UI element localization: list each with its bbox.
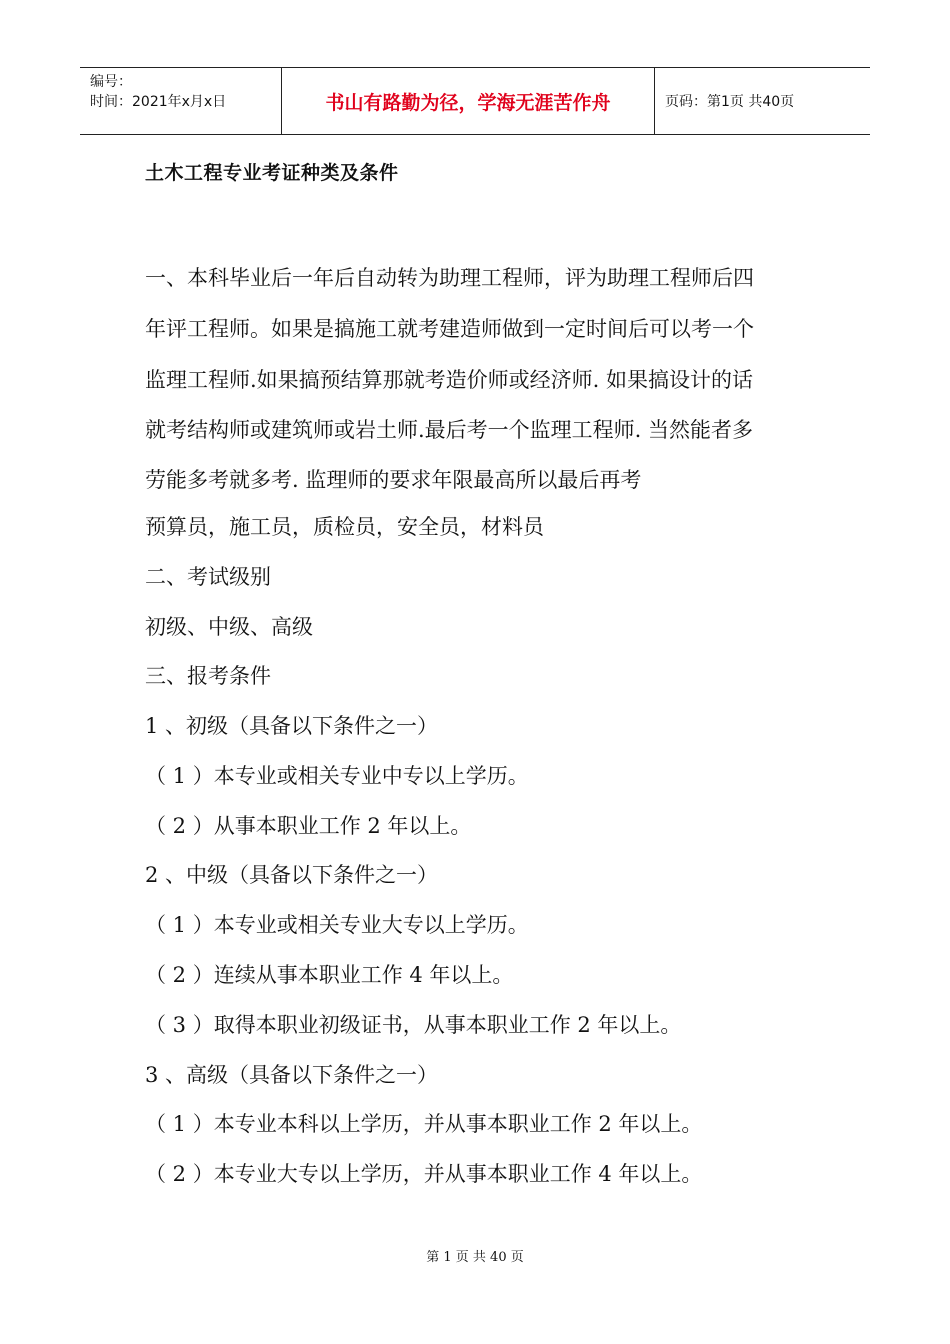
list-item: （ 2 ）从事本职业工作 2 年以上。 (145, 814, 472, 838)
page-footer: 第 1 页 共 40 页 (426, 1250, 524, 1265)
section-heading: 二、考试级别 (145, 565, 271, 589)
paragraph-line: 劳能多考就多考. 监理师的要求年限最高所以最后再考 (145, 468, 642, 492)
header-motto-cell (282, 68, 655, 134)
text-line: 初级、中级、高级 (145, 615, 313, 639)
list-item: （ 1 ）本专业或相关专业大专以上学历。 (145, 913, 529, 937)
header-meta-cell (80, 68, 282, 134)
list-item: 3 、高级（具备以下条件之一） (145, 1063, 439, 1087)
header-page-info: 页码：第1页 共40页 (665, 94, 795, 110)
list-item: （ 1 ）本专业本科以上学历，并从事本职业工作 2 年以上。 (145, 1112, 703, 1136)
header-table (80, 67, 870, 135)
document-date-label: 时间：2021年x月x日 (90, 94, 227, 110)
paragraph-line: 年评工程师。如果是搞施工就考建造师做到一定时间后可以考一个 (145, 317, 754, 341)
header-motto: 书山有路勤为径，学海无涯苦作舟 (325, 91, 611, 114)
list-item: （ 2 ）连续从事本职业工作 4 年以上。 (145, 963, 514, 987)
list-item: （ 1 ）本专业或相关专业中专以上学历。 (145, 764, 529, 788)
paragraph-line: 就考结构师或建筑师或岩土师.最后考一个监理工程师. 当然能者多 (145, 418, 754, 442)
list-item: 1 、初级（具备以下条件之一） (145, 714, 439, 738)
list-item: （ 3 ）取得本职业初级证书，从事本职业工作 2 年以上。 (145, 1013, 682, 1037)
section-heading: 三、报考条件 (145, 664, 271, 688)
paragraph-line: 一、本科毕业后一年后自动转为助理工程师，评为助理工程师后四 (145, 266, 754, 290)
document-number-label: 编号： (90, 74, 132, 90)
paragraph-line: 监理工程师.如果搞预结算那就考造价师或经济师. 如果搞设计的话 (145, 368, 754, 392)
list-item: （ 2 ）本专业大专以上学历，并从事本职业工作 4 年以上。 (145, 1162, 703, 1186)
text-line: 预算员，施工员，质检员，安全员，材料员 (145, 515, 544, 539)
document-title: 土木工程专业考证种类及条件 (145, 162, 399, 184)
list-item: 2 、中级（具备以下条件之一） (145, 863, 439, 887)
header-page-cell (655, 68, 870, 134)
